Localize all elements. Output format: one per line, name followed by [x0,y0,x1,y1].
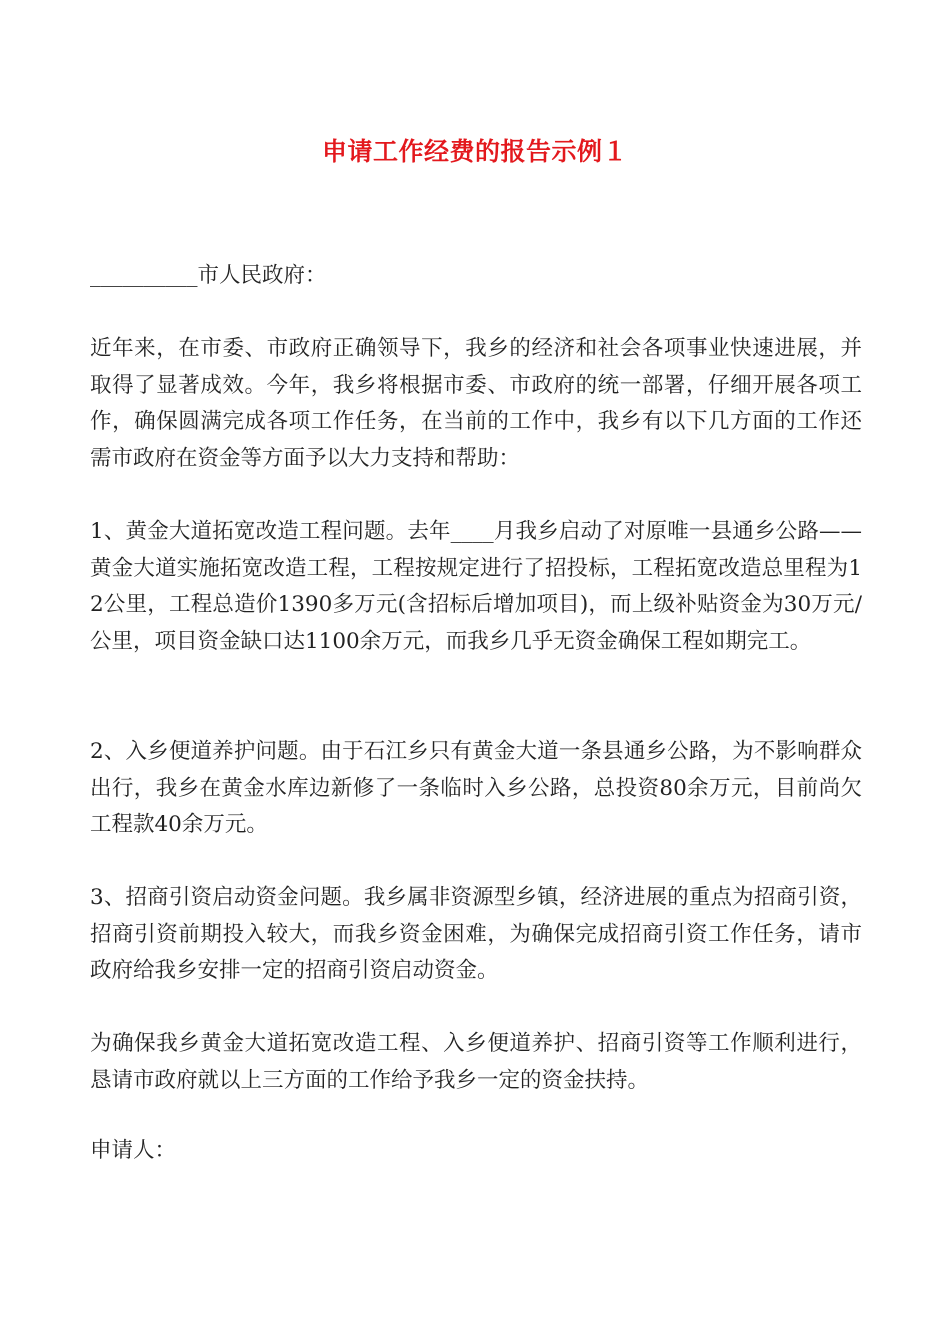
paragraph-request: 为确保我乡黄金大道拓宽改造工程、入乡便道养护、招商引资等工作顺利进行，恳请市政府就以上三方面的工作给予我乡一定的资金扶持。 [90,1031,862,1093]
applicant-label: 申请人： [90,1138,177,1163]
document-title: 申请工作经费的报告示例１ [321,137,628,166]
addressee-line: __________市人民政府： [90,263,327,288]
paragraph-intro: 近年来，在市委、市政府正确领导下，我乡的经济和社会各项事业快速进展，并取得了显著成效。今年，我乡将根据市委、市政府的统一部署，仔细开展各项工作，确保圆满完成各项工作任务，在当前的工作中，我乡有以下几方面的工作还需市政府在资金等方面予以大力支持和帮助： [90,336,862,471]
paragraph-item-3: 3、招商引资启动资金问题。我乡属非资源型乡镇，经济进展的重点为招商引资，招商引资前期投入较大，而我乡资金困难，为确保完成招商引资工作任务，请市政府给我乡安排一定的招商引资启动资金。 [90,885,862,983]
paragraph-item-1: 1、黄金大道拓宽改造工程问题。去年____月我乡启动了对原唯一县通乡公路——黄金大道实施拓宽改造工程，工程按规定进行了招投标，工程拓宽改造总里程为12公里，工程总造价1390多万元(含招标后增加项目)，而上级补贴资金为30万元/公里，项目资金缺口达1100余万元，而我乡几乎无资金确保工程如期完工。 [90,519,862,654]
paragraph-item-2: 2、入乡便道养护问题。由于石江乡只有黄金大道一条县通乡公路，为不影响群众出行，我乡在黄金水库边新修了一条临时入乡公路，总投资80余万元，目前尚欠工程款40余万元。 [90,739,862,837]
